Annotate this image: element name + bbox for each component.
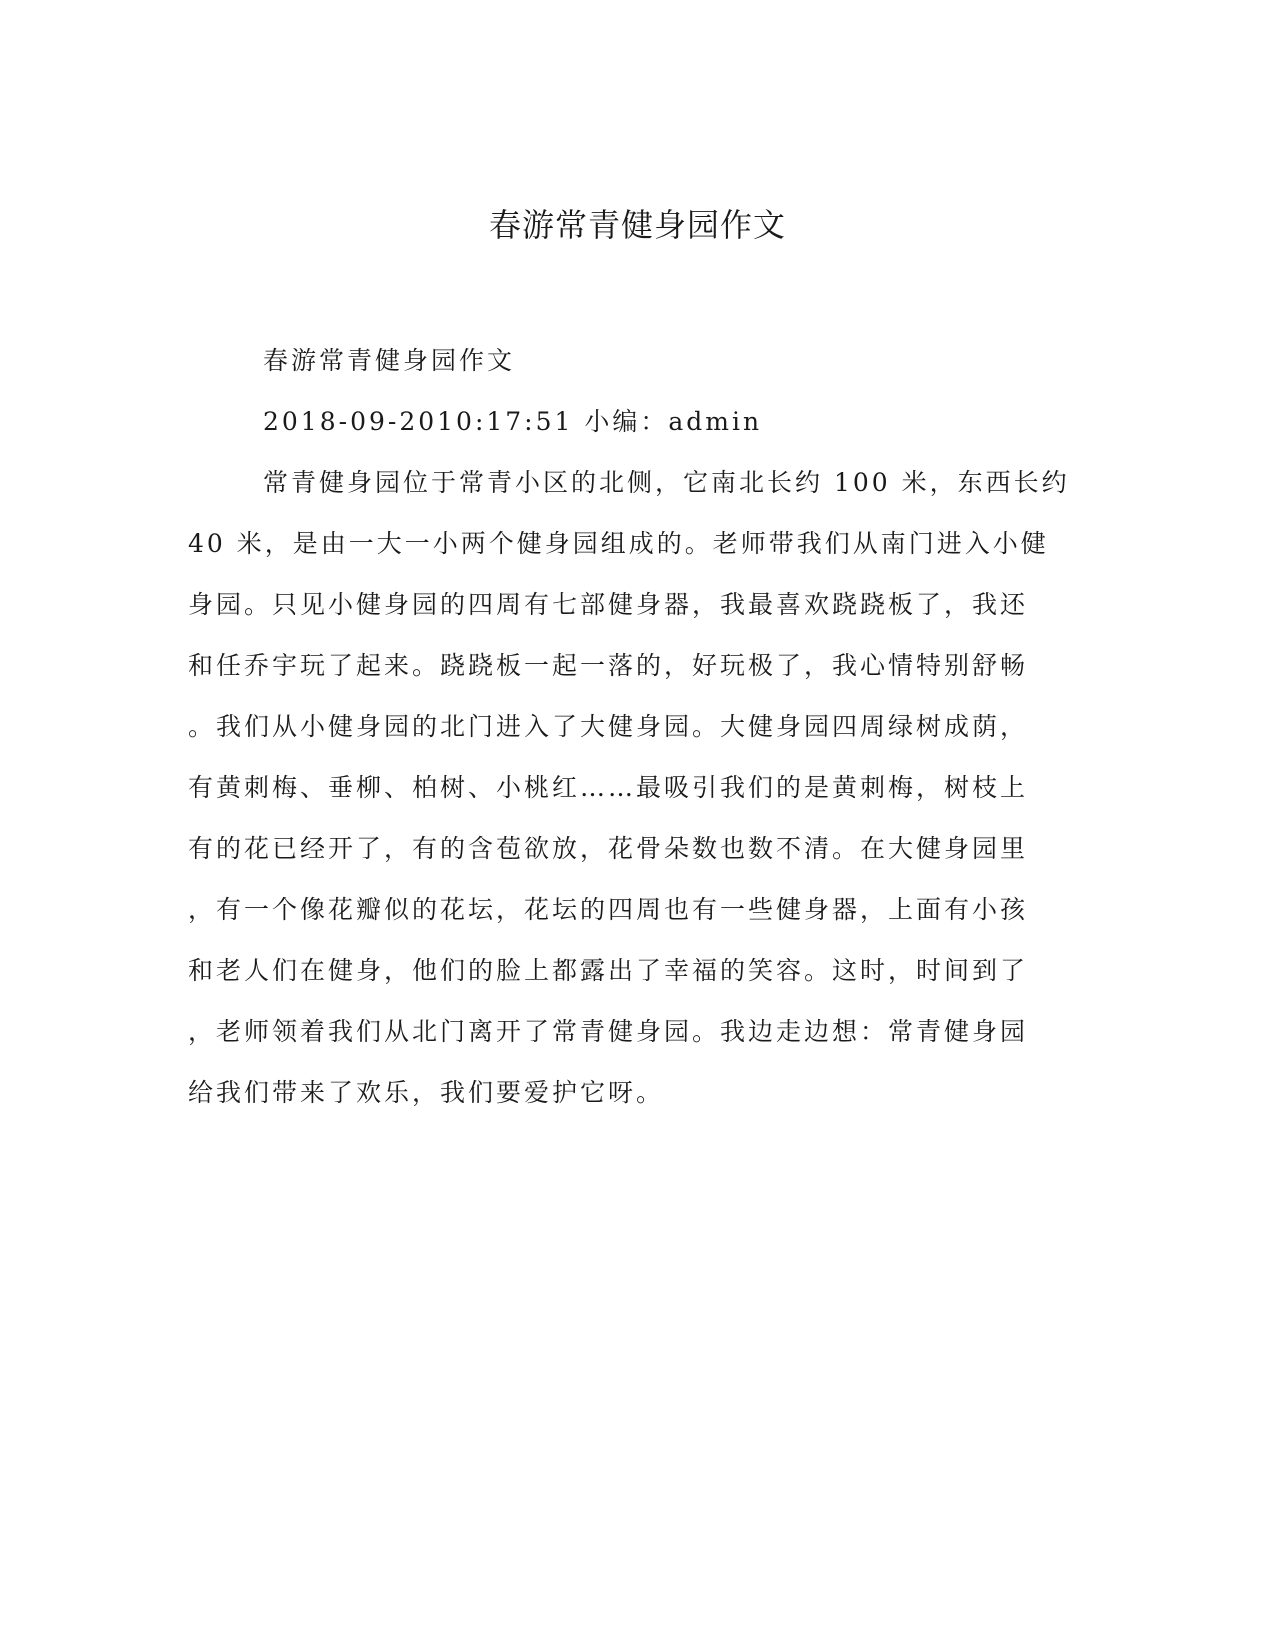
document-title: 春游常青健身园作文 — [488, 206, 786, 244]
paragraph-line: 和任乔宇玩了起来。跷跷板一起一落的，好玩极了，我心情特别舒畅 — [188, 651, 1029, 680]
paragraph-line: 身园。只见小健身园的四周有七部健身器，我最喜欢跷跷板了，我还 — [188, 590, 1029, 619]
paragraph-line: 和老人们在健身，他们的脸上都露出了幸福的笑容。这时，时间到了 — [188, 956, 1029, 985]
paragraph-line: 常青健身园位于常青小区的北侧，它南北长约 100 米，东西长约 — [263, 468, 1070, 497]
paragraph-line: 有黄刺梅、垂柳、柏树、小桃红……最吸引我们的是黄刺梅，树枝上 — [188, 773, 1029, 802]
paragraph-line: 有的花已经开了，有的含苞欲放，花骨朵数也数不清。在大健身园里 — [188, 834, 1029, 863]
paragraph-line: 给我们带来了欢乐，我们要爱护它呀。 — [188, 1078, 665, 1107]
paragraph-line: 40 米，是由一大一小两个健身园组成的。老师带我们从南门进入小健 — [188, 529, 1049, 558]
paragraph-line: ，老师领着我们从北门离开了常青健身园。我边走边想：常青健身园 — [188, 1017, 1029, 1046]
subtitle-line: 春游常青健身园作文 — [263, 346, 516, 375]
paragraph-line: 。我们从小健身园的北门进入了大健身园。大健身园四周绿树成荫， — [188, 712, 1029, 741]
document-body — [188, 330, 1073, 1123]
meta-line: 2018-09-2010:17:51 小编：admin — [263, 407, 763, 436]
paragraph-line: ，有一个像花瓣似的花坛，花坛的四周也有一些健身器，上面有小孩 — [188, 895, 1029, 924]
